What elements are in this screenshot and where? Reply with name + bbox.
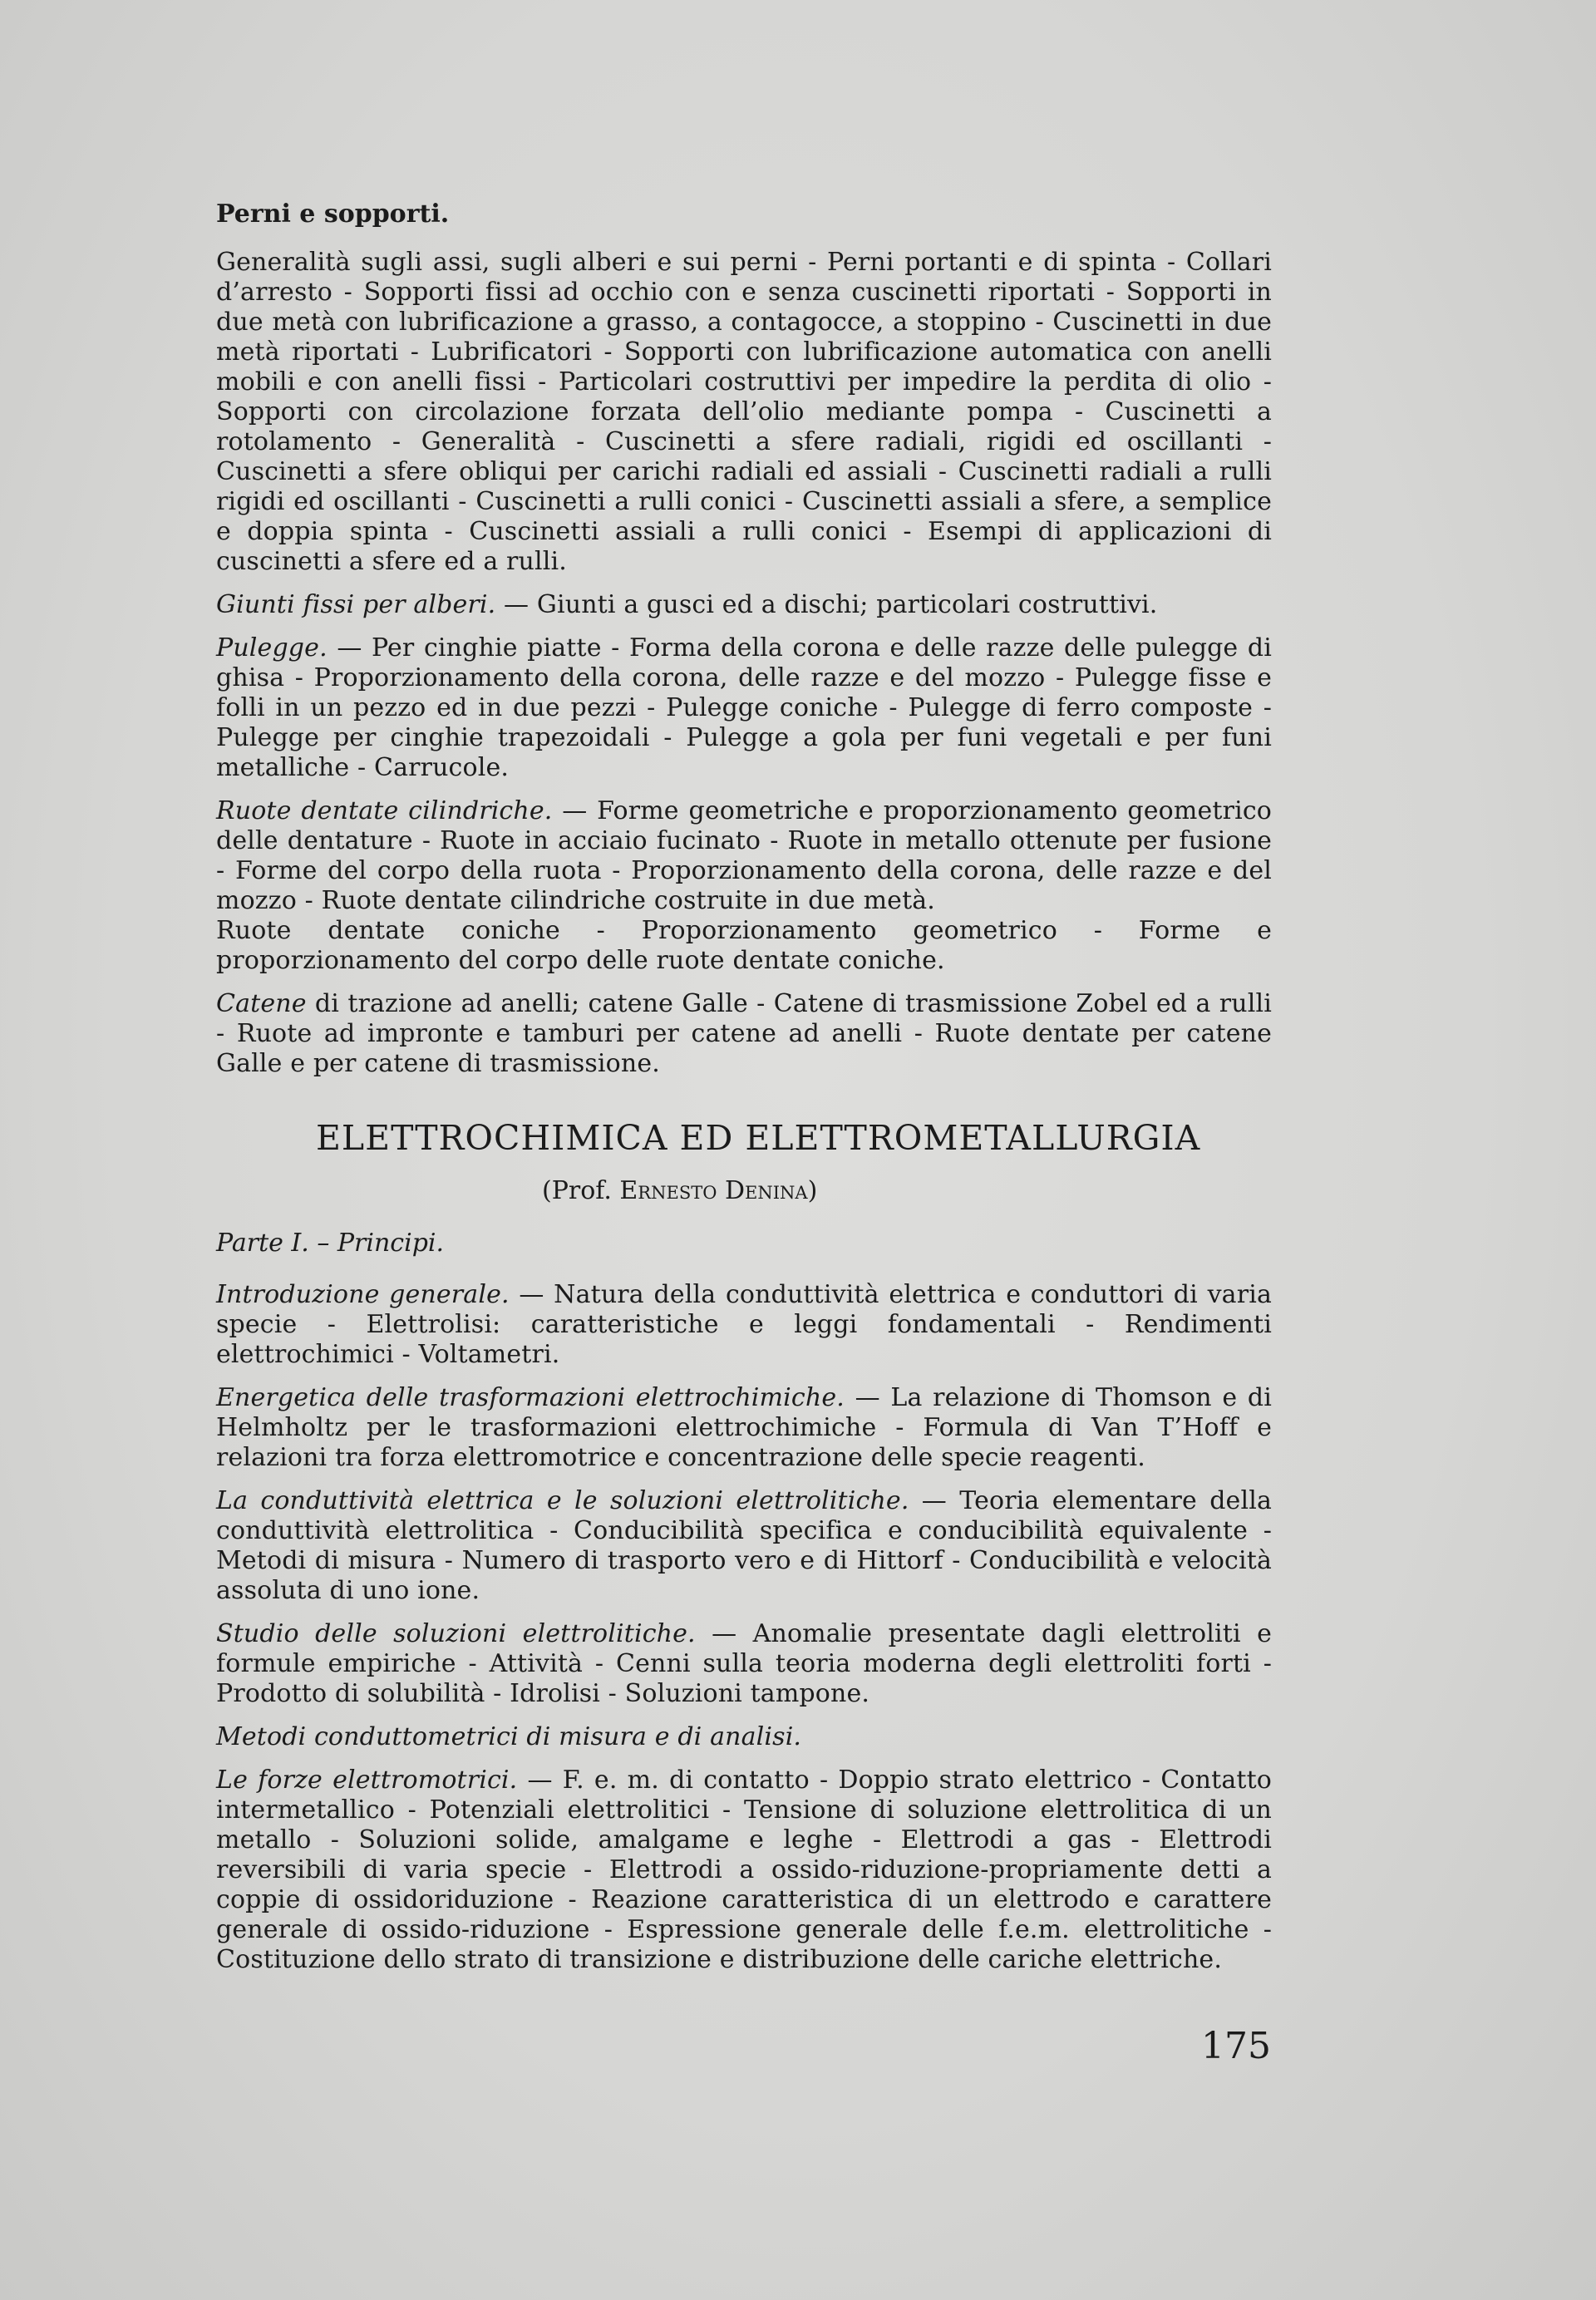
paragraph-lead: Le forze elettromotrici.: [216, 1766, 518, 1795]
paragraph-energetica: [216, 1383, 1272, 1473]
paragraph-generalita: [216, 248, 1272, 577]
paragraph-studio-soluzioni: [216, 1619, 1272, 1709]
paragraph-body: di trazione ad anelli; catene Galle - Catene di trasmissione Zobel ed a rulli - Ruote ad impronte e tamburi per catene ad anelli - Ruote dentate per catene Galle e per catene di trasmissione.: [216, 989, 1272, 1078]
author-line: [542, 1176, 817, 1205]
paragraph-body: — Forme geometriche e proporzionamento geometrico delle dentature - Ruote in acciaio fucinato - Ruote in metallo ottenute per fusione - Forme del corpo della ruota - Proporzionamento della corona, delle razze e del mozzo - Ruote dentate cilindriche costruite in due metà.: [216, 796, 1272, 915]
paragraph-pulegge: [216, 633, 1272, 783]
paragraph-body: — Anomalie presentate dagli elettroliti e formule empiriche - Attività - Cenni sulla teoria moderna degli elettroliti forti - Prodotto di solubilità - Idrolisi - Soluzioni tampone.: [216, 1619, 1272, 1708]
paragraph-lead: Catene: [216, 989, 307, 1018]
paragraph-giunti: [216, 590, 1272, 620]
paragraph-lead: Energetica delle trasformazioni elettrochimiche.: [216, 1383, 845, 1412]
section-elettrochimica: [216, 1280, 1272, 1975]
paragraph-lead: Metodi conduttometrici di misura e di analisi.: [216, 1722, 802, 1751]
section-perni-sopporti: [216, 199, 1272, 1079]
section-heading: Perni e sopporti.: [216, 199, 450, 229]
paragraph-body: — F. e. m. di contatto - Doppio strato elettrico - Contatto intermetallico - Potenziali elettrolitici - Tensione di soluzione elettrolitica di un metallo - Soluzioni solide, amalgame e leghe - Elettrodi a gas - Elettrodi reversibili di varia specie - Elettrodi a ossido-riduzione-propriamente detti a coppie di ossidoriduzione - Reazione caratteristica di un elettrodo e carattere generale di ossido-riduzione - Espressione generale delle f.e.m. elettrolitiche - Costituzione dello strato di transizione e distribuzione delle cariche elettriche.: [216, 1766, 1272, 1974]
paragraph-body: — Teoria elementare della conduttività elettrolitica - Conducibilità specifica e conducibilità equivalente - Metodi di misura - Numero di trasporto vero e di Hittorf - Conducibilità e velocità assoluta di uno ione.: [216, 1486, 1272, 1605]
chapter-title: ELETTROCHIMICA ED ELETTROMETALLURGIA: [316, 1118, 1201, 1158]
paragraph-body: Generalità sugli assi, sugli alberi e sui perni - Perni portanti e di spinta - Collari d’arresto - Sopporti fissi ad occhio con e senza cuscinetti riportati - Sopporti in due metà con lubrificazione a grasso, a contagocce, a stoppino - Cuscinetti in due metà riportati - Lubrificatori - Sopporti con lubrificazione automatica con anelli mobili e con anelli fissi - Particolari costruttivi per impedire la perdita di olio - Sopporti con circolazione forzata dell’olio mediante pompa - Cuscinetti a rotolamento - Generalità - Cuscinetti a sfere radiali, rigidi ed oscillanti - Cuscinetti a sfere obliqui per carichi radiali ed assiali - Cuscinetti radiali a rulli rigidi ed oscillanti - Cuscinetti a rulli conici - Cuscinetti assiali a sfere, a semplice e doppia spinta - Cuscinetti assiali a rulli conici - Esempi di applicazioni di cuscinetti a sfere ed a rulli.: [216, 248, 1272, 576]
paragraph-body: Ruote dentate coniche - Proporzionamento geometrico - Forme e proporzionamento del corpo delle ruote dentate coniche.: [216, 916, 1272, 975]
author-prefix: (Prof.: [542, 1176, 620, 1205]
paragraph-body: — Natura della conduttività elettrica e conduttori di varia specie - Elettrolisi: caratteristiche e leggi fondamentali - Rendimenti elettrochimici - Voltametri.: [216, 1280, 1272, 1369]
paragraph-forze-elettromotrici: [216, 1766, 1272, 1975]
paragraph-introduzione: [216, 1280, 1272, 1370]
author-suffix: ): [807, 1176, 818, 1205]
paragraph-metodi: [216, 1722, 1272, 1752]
author-name: Ernesto Denina: [619, 1176, 808, 1205]
paragraph-body: — Giunti a gusci ed a dischi; particolari costruttivi.: [495, 590, 1158, 619]
paragraph-lead: La conduttività elettrica e le soluzioni elettrolitiche.: [216, 1486, 909, 1515]
paragraph-lead: Introduzione generale.: [216, 1280, 510, 1309]
paragraph-conduttivita: [216, 1486, 1272, 1606]
paragraph-body: — Per cinghie piatte - Forma della corona e delle razze delle pulegge di ghisa - Proporzionamento della corona, delle razze e del mozzo - Pulegge fisse e folli in un pezzo ed in due pezzi - Pulegge coniche - Pulegge di ferro composte - Pulegge per cinghie trapezoidali - Pulegge a gola per funi vegetali e per funi metalliche - Carrucole.: [216, 633, 1272, 782]
paragraph-ruote-coniche: [216, 916, 1272, 976]
paragraph-lead: Giunti fissi per alberi.: [216, 590, 496, 619]
page-number: 175: [1201, 2025, 1271, 2067]
paragraph-lead: Pulegge.: [216, 633, 328, 662]
paragraph-lead: Studio delle soluzioni elettrolitiche.: [216, 1619, 696, 1648]
paragraph-lead: Ruote dentate cilindriche.: [216, 796, 553, 825]
paragraph-body: — La relazione di Thomson e di Helmholtz per le trasformazioni elettrochimiche - Formula di Van T’Hoff e relazioni tra forza elettromotrice e concentrazione delle specie reagenti.: [216, 1383, 1272, 1472]
paragraph-catene: [216, 989, 1272, 1079]
part-heading: Parte I. – Principi.: [216, 1229, 445, 1258]
paragraph-ruote-cilindriche: [216, 796, 1272, 916]
